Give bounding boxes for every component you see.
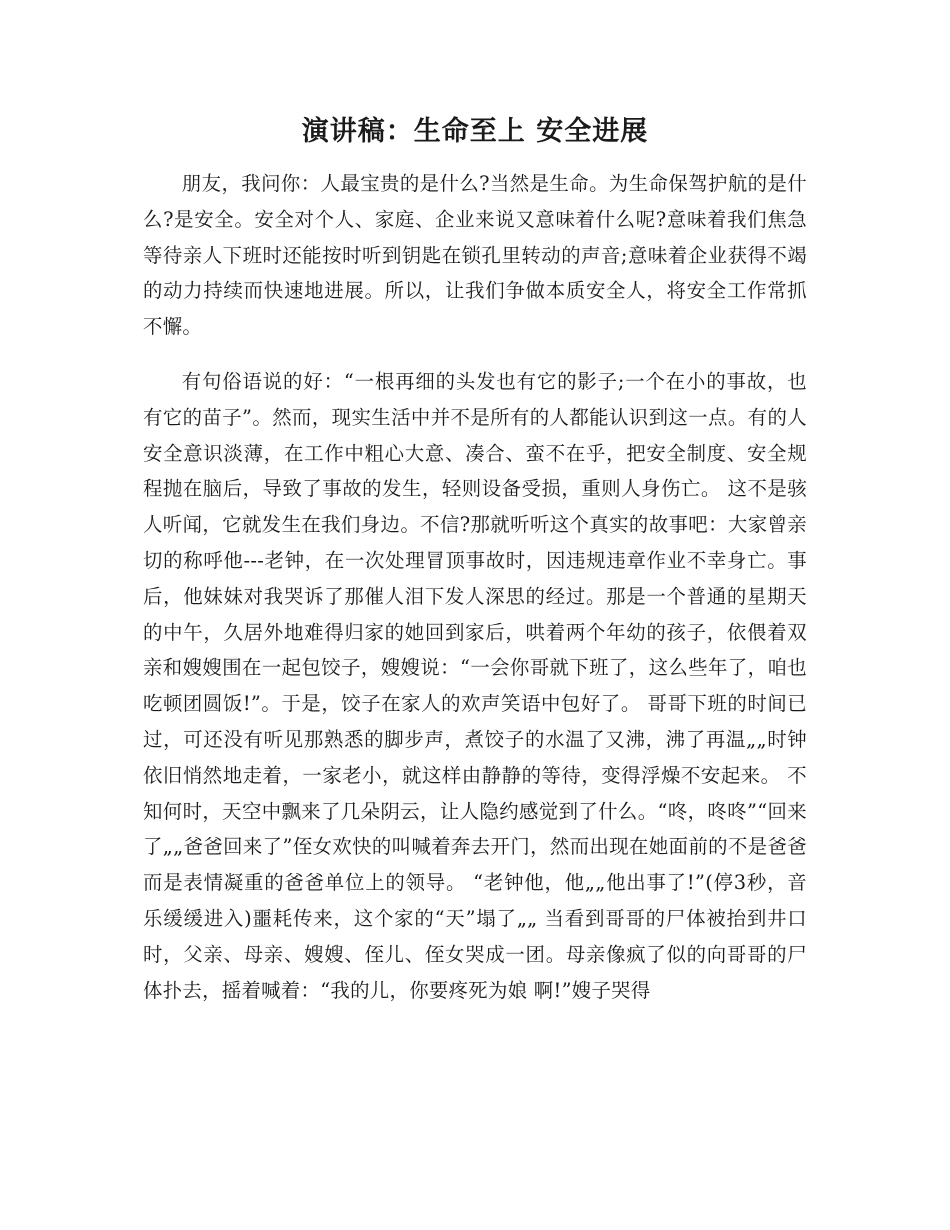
document-title: 演讲稿：生命至上 安全进展 <box>301 116 649 147</box>
paragraph-story: 有句俗语说的好：“一根再细的头发也有它的影子;一个在小的事故，也有它的苗子”。然而，现实生活中并不是所有的人都能认识到这一点。有的人安全意识淡薄，在工作中粗心大意、凑合、蛮不在乎，把安全制度、安全规程抛在脑后，导致了事故的发生，轻则设备受损，重则人身伤亡。 这不是骇人听闻，它就发生在我们身边。不信?那就听听这个真实的故事吧：大家曾亲切的称呼他---老钟，在一次处理冒顶事故时，因违规违章作业不幸身亡。事后，他妹妹对我哭诉了那催人泪下发人深思的经过。那是一个普通的星期天的中午，久居外地难得归家的她回到家后，哄着两个年幼的孩子，依偎着双亲和嫂嫂围在一起包饺子，嫂嫂说：“一会你哥就下班了，这么些年了，咱也吃顿团圆饭!”。于是，饺子在家人的欢声笑语中包好了。 哥哥下班的时间已过，可还没有听见那熟悉的脚步声，煮饺子的水温了又沸，沸了再温„„时钟依旧悄然地走着，一家老小，就这样由静静的等待，变得浮燥不安起来。 不知何时，天空中飘来了几朵阴云，让人隐约感觉到了什么。“咚，咚咚”“回来了„„爸爸回来了”侄女欢快的叫喊着奔去开门，然而出现在她面前的不是爸爸而是表情凝重的爸爸单位上的领导。 “老钟他，他„„他出事了!”(停3秒，音乐缓缓进入)噩耗传来，这个家的“天”塌了„„ 当看到哥哥的尸体被抬到井口时，父亲、母亲、嫂嫂、侄儿、侄女哭成一团。母亲像疯了似的向哥哥的尸体扑去，摇着喊着：“我的儿，你要疼死为娘 啊!”嫂子哭得 <box>143 369 807 1002</box>
document-body <box>143 166 807 1008</box>
paragraph-intro: 朋友，我问你：人最宝贵的是什么?当然是生命。为生命保驾护航的是什么?是安全。安全对个人、家庭、企业来说又意味着什么呢?意味着我们焦急等待亲人下班时还能按时听到钥匙在锁孔里转动的声音;意味着企业获得不竭的动力持续而快速地进展。所以，让我们争做本质安全人，将安全工作常抓不懈。 <box>143 172 807 339</box>
